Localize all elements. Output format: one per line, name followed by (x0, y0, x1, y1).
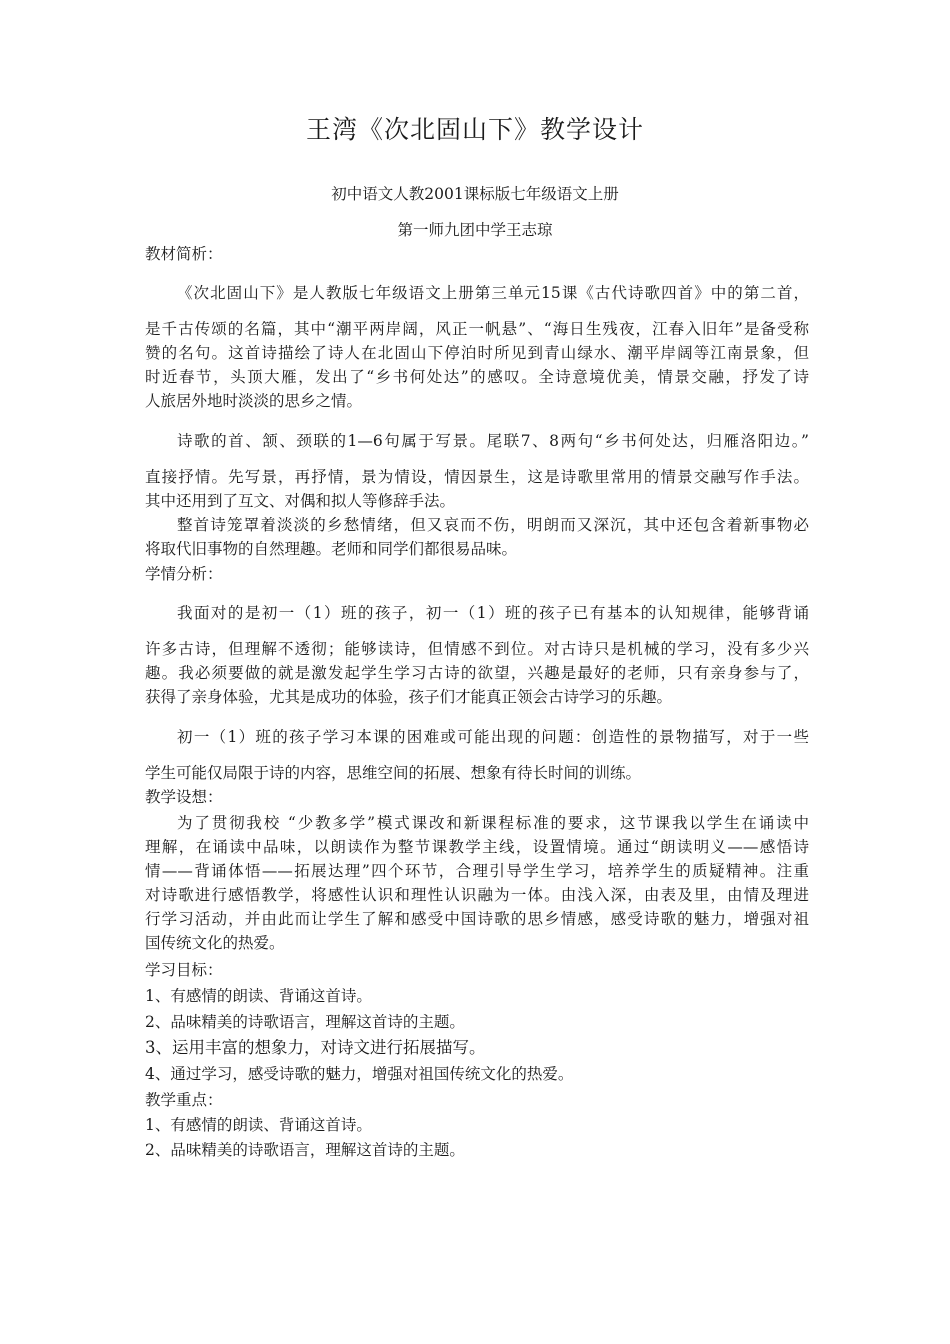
paragraph-line: 许多古诗，但理解不透彻；能够读诗，但情感不到位。对古诗只是机械的学习，没有多少兴 (145, 640, 809, 658)
list-item: 2、品味精美的诗歌语言，理解这首诗的主题。 (145, 1141, 465, 1159)
paragraph-line: 情——背诵体悟——拓展达理”四个环节，合理引导学生学习，培养学生的质疑精神。注重 (145, 862, 809, 880)
paragraph-line: 《次北固山下》是人教版七年级语文上册第三单元15课《古代诗歌四首》中的第二首， (177, 284, 809, 302)
section-heading-mubiao: 学习目标： (145, 961, 223, 979)
section-heading-xueqing: 学情分析： (145, 565, 223, 583)
paragraph-line: 国传统文化的热爱。 (145, 934, 285, 952)
paragraph-line: 获得了亲身体验，尤其是成功的体验，孩子们才能真正领会古诗学习的乐趣。 (145, 688, 673, 706)
paragraph-line: 赞的名句。这首诗描绘了诗人在北固山下停泊时所见到青山绿水、潮平岸阔等江南景象，但 (145, 344, 809, 362)
paragraph-line: 时近春节，头顶大雁，发出了“乡书何处达”的感叹。全诗意境优美，情景交融，抒发了诗 (145, 368, 809, 386)
paragraph-line: 将取代旧事物的自然理趣。老师和同学们都很易品味。 (145, 540, 518, 558)
paragraph-line: 其中还用到了互文、对偶和拟人等修辞手法。 (145, 492, 456, 510)
section-heading-zhongdian: 教学重点： (145, 1091, 223, 1109)
paragraph-line: 为了贯彻我校 “少教多学”模式课改和新课程标准的要求，这节课我以学生在诵读中 (177, 814, 809, 832)
paragraph-line: 初一（1）班的孩子学习本课的困难或可能出现的问题：创造性的景物描写，对于一些 (177, 728, 809, 746)
list-item: 4、通过学习，感受诗歌的魅力，增强对祖国传统文化的热爱。 (145, 1065, 574, 1083)
paragraph-line: 理解，在诵读中品味，以朗读作为整节课教学主线，设置情境。通过“朗读明义——感悟诗 (145, 838, 809, 856)
paragraph-line: 诗歌的首、颔、颈联的1—6句属于写景。尾联7、8两句“乡书何处达，归雁洛阳边。” (177, 432, 809, 450)
list-item: 3、运用丰富的想象力，对诗文进行拓展描写。 (145, 1038, 486, 1057)
paragraph-line: 我面对的是初一（1）班的孩子，初一（1）班的孩子已有基本的认知规律，能够背诵 (177, 604, 809, 622)
document-title: 王湾《次北固山下》教学设计 (305, 115, 644, 144)
document-subtitle: 初中语文人教2001课标版七年级语文上册 (331, 185, 619, 203)
list-item: 1、有感情的朗读、背诵这首诗。 (145, 1116, 372, 1134)
paragraph-line: 整首诗笼罩着淡淡的乡愁情绪，但又哀而不伤，明朗而又深沉，其中还包含着新事物必 (177, 516, 809, 534)
section-heading-shexiang: 教学设想： (145, 788, 223, 806)
paragraph-line: 人旅居外地时淡淡的思乡之情。 (145, 392, 363, 410)
list-item: 1、有感情的朗读、背诵这首诗。 (145, 987, 372, 1005)
paragraph-line: 趣。我必须要做的就是激发起学生学习古诗的欲望，兴趣是最好的老师，只有亲身参与了， (145, 664, 809, 682)
list-item: 2、品味精美的诗歌语言，理解这首诗的主题。 (145, 1013, 465, 1031)
section-heading-jiaocai: 教材简析： (145, 245, 223, 263)
paragraph-line: 对诗歌进行感悟教学，将感性认识和理性认识融为一体。由浅入深，由表及里，由情及理进 (145, 886, 809, 904)
document-author: 第一师九团中学王志琼 (397, 221, 553, 239)
paragraph-line: 学生可能仅局限于诗的内容，思维空间的拓展、想象有待长时间的训练。 (145, 764, 642, 782)
paragraph-line: 行学习活动，并由此而让学生了解和感受中国诗歌的思乡情感，感受诗歌的魅力，增强对祖 (145, 910, 809, 928)
paragraph-line: 是千古传颂的名篇，其中“潮平两岸阔，风正一帆悬”、“海日生残夜，江春入旧年”是备受称 (145, 320, 809, 338)
paragraph-line: 直接抒情。先写景，再抒情，景为情设，情因景生，这是诗歌里常用的情景交融写作手法。 (145, 468, 809, 486)
